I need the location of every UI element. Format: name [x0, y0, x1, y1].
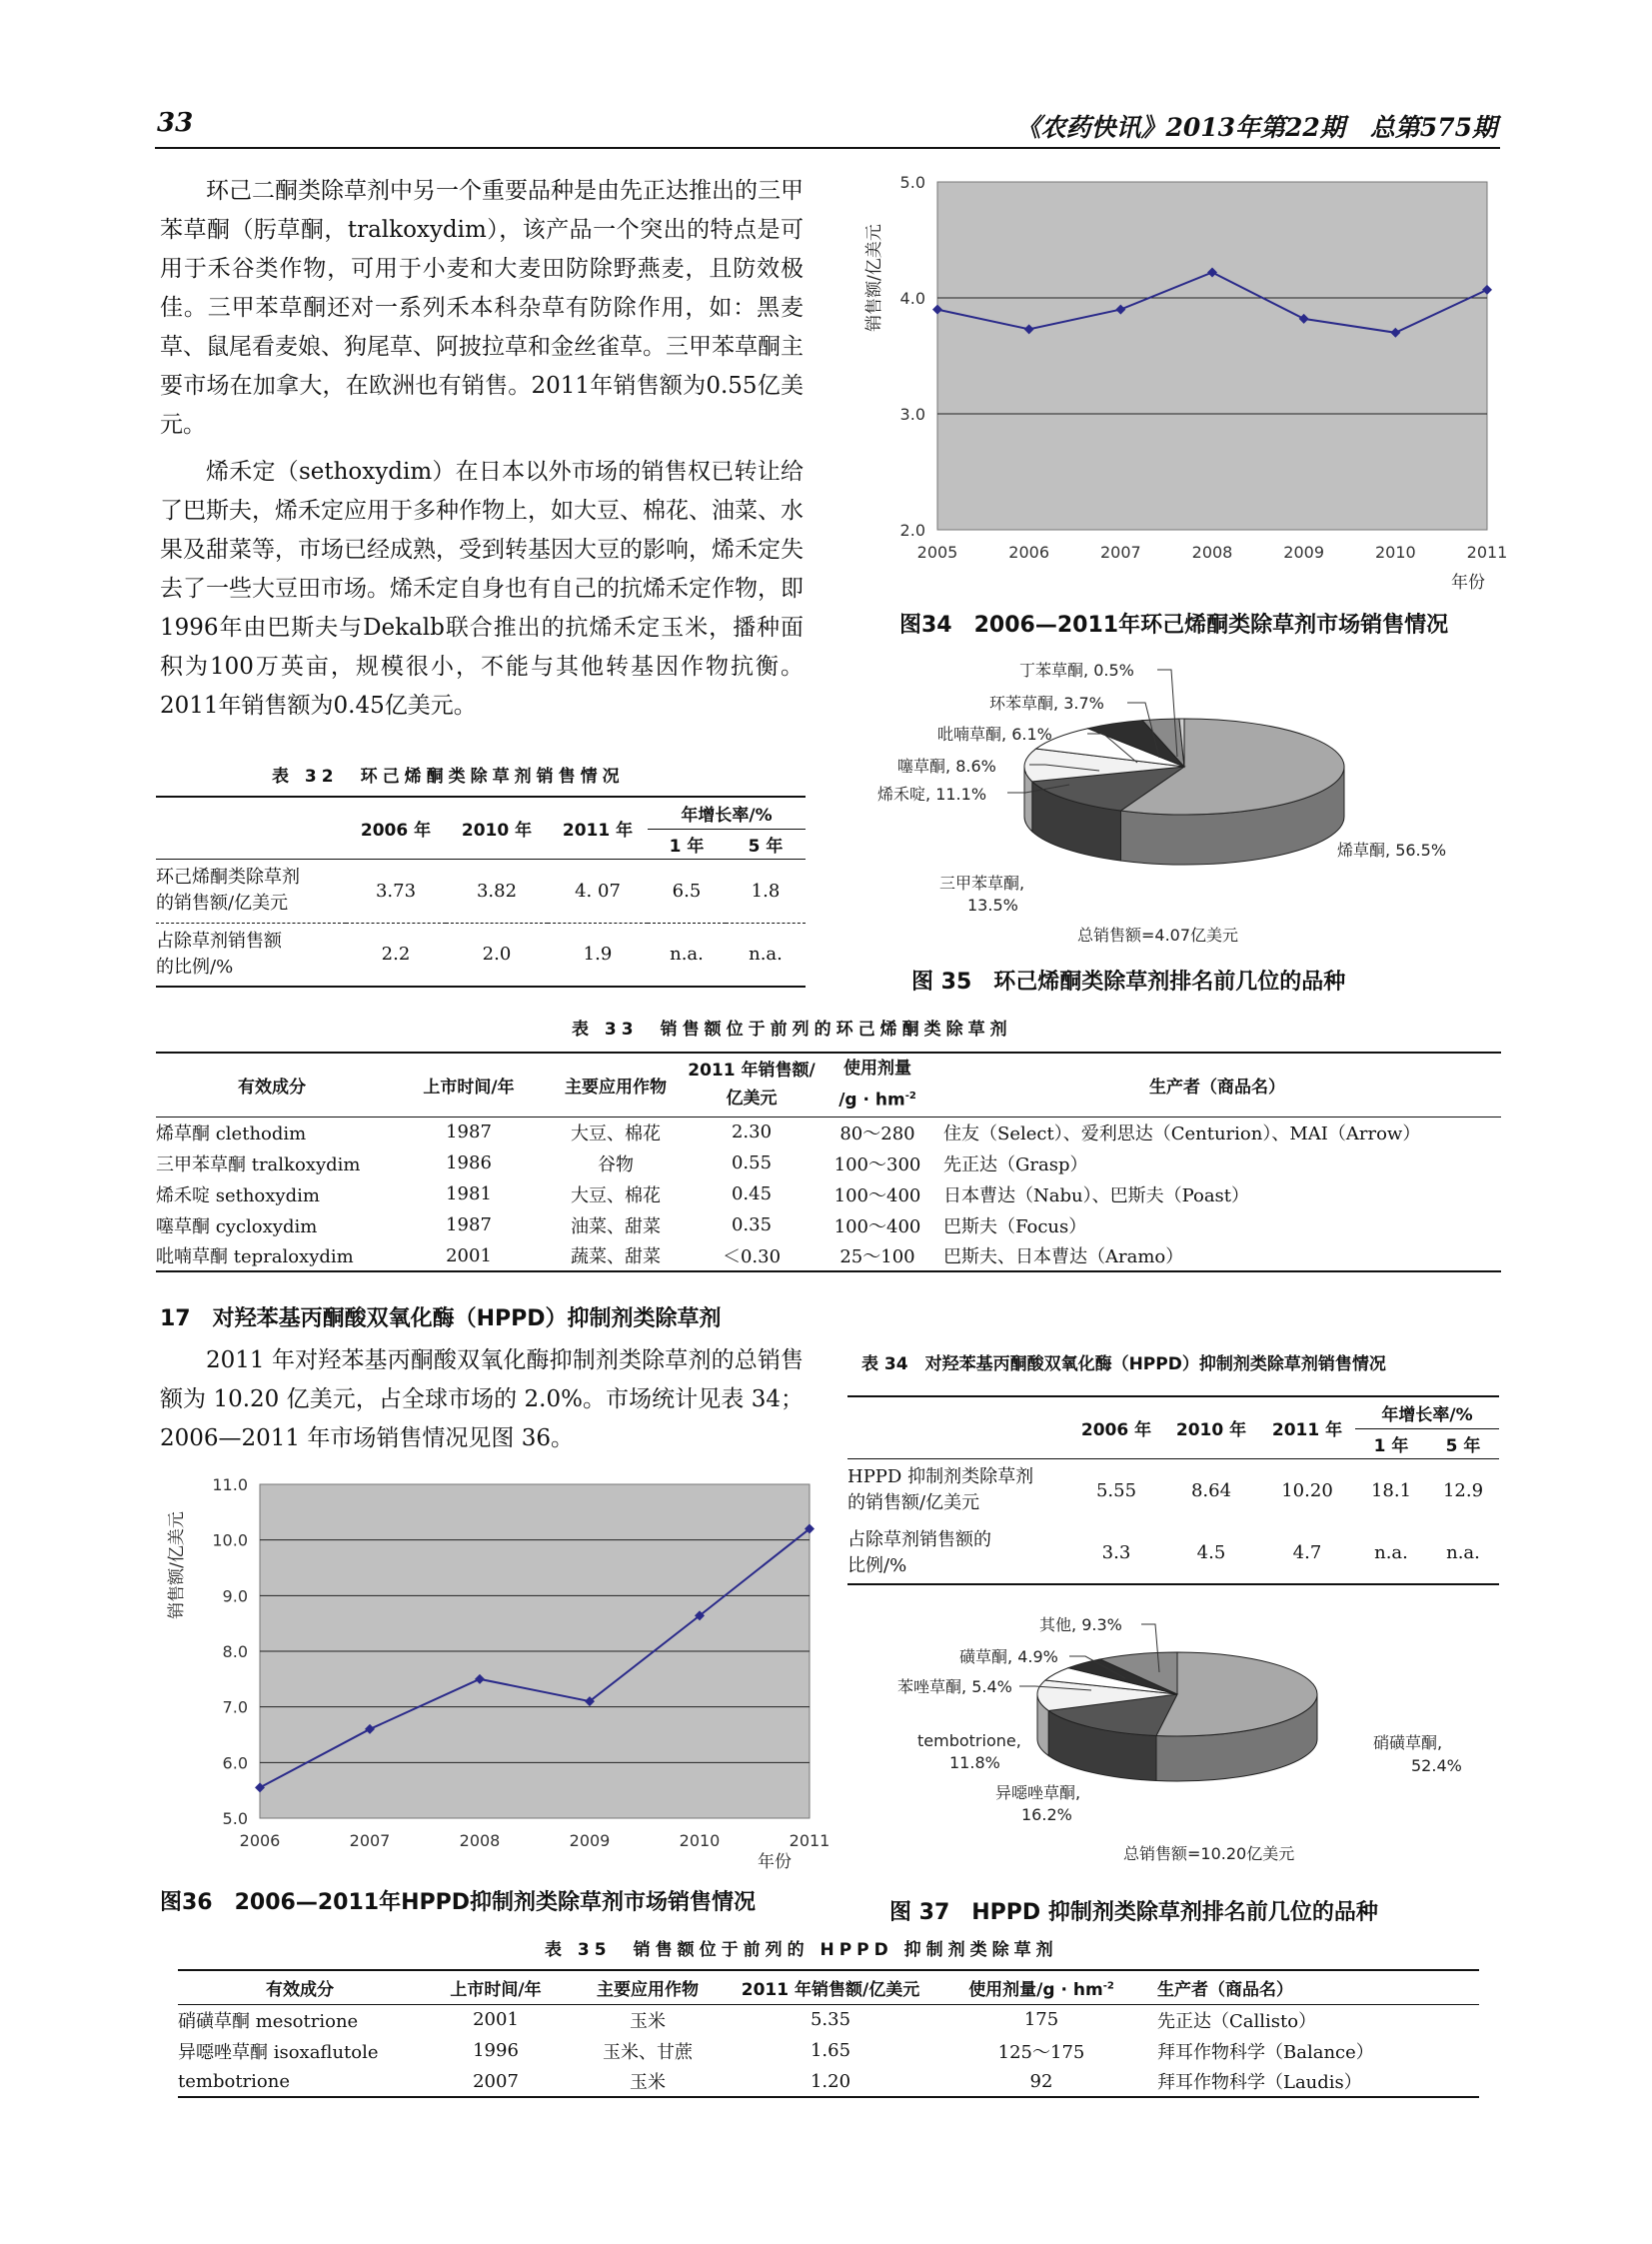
table-cell: 100～400 [833, 1215, 921, 1237]
table-cell: 0.45 [731, 1183, 773, 1204]
x-tick-label: 2011 [1466, 543, 1508, 562]
fig34-chart [859, 170, 1559, 610]
table34 [847, 1395, 1499, 1585]
table32-header-2010: 2010 年 [446, 797, 548, 859]
fig35-label-tralkoxydim-name: 三甲苯草酮, [939, 874, 1025, 893]
table-row [156, 1209, 1501, 1240]
fig35-label-tralkoxydim-pct: 13.5% [967, 896, 1018, 915]
y-tick-label: 10.0 [212, 1530, 248, 1550]
table-cell: 1986 [446, 1152, 492, 1173]
table-cell: 1996 [473, 2040, 519, 2061]
x-tick-label: 2011 [789, 1831, 829, 1850]
y-tick-label: 6.0 [222, 1753, 248, 1773]
table35-caption: 表 35 销售额位于前列的 HPPD 抑制剂类除草剂 [545, 1940, 1058, 1960]
table-row [156, 859, 806, 923]
table-row [156, 1147, 1501, 1178]
cell-growth-1y: n.a. [1374, 1542, 1408, 1563]
journal-title: 《农药快讯》2013年第22期 总第575期 [1015, 113, 1497, 142]
table-cell: 1.20 [810, 2070, 851, 2092]
row-label-line2: 比例/% [847, 1554, 907, 1576]
paragraph-tralkoxydim: 环己二酮类除草剂中另一个重要品种是由先正达推出的三甲苯草酮（肟草酮，tralkoxydim），该产品一个突出的特点是可用于禾谷类作物，可用于小麦和大麦田防除野燕麦，且防效极佳。三甲苯草酮还对一系列禾本科杂草有防除作用，如：黑麦草、鼠尾看麦娘、狗尾草、阿披拉草和金丝雀草。三甲苯草酮主要市场在加拿大，在欧洲也有销售。2011年销售额为0.55亿美元。 [160, 178, 804, 438]
fig37-total: 总销售额=10.20亿美元 [1123, 1844, 1295, 1863]
table-cell: 2.30 [731, 1122, 773, 1143]
row-label-line1: 占除草剂销售额的 [847, 1528, 991, 1550]
table-cell: 巴斯夫（Focus） [943, 1215, 1087, 1237]
table-cell: 玉米 [630, 2072, 666, 2093]
table-cell: 1981 [446, 1183, 492, 1204]
table-cell: 先正达（Grasp） [943, 1153, 1088, 1175]
table-cell: 100～300 [833, 1153, 921, 1175]
table33-caption: 表 33 销售额位于前列的环己烯酮类除草剂 [572, 1020, 1012, 1040]
fig37-label-mesotrione-name: 硝磺草酮, [1373, 1733, 1443, 1752]
fig37-label-tembotrione-pct: 11.8% [949, 1753, 1000, 1772]
header-line1: 2011 年销售额/ [688, 1061, 816, 1082]
table-row [178, 2035, 1479, 2066]
table-cell: 175 [1023, 2009, 1059, 2031]
cell-growth-5y: n.a. [1446, 1542, 1480, 1563]
table-cell: 噻草酮 cycloxydim [156, 1215, 318, 1237]
table32-header-2006: 2006 年 [346, 797, 446, 859]
row-label-line1: 占除草剂销售额 [156, 930, 282, 952]
fig37-label-tembotrione-name: tembotrione, [917, 1731, 1021, 1750]
table33-header-crops: 主要应用作物 [565, 1077, 667, 1098]
table-cell: 25～100 [839, 1246, 915, 1267]
cell-2006: 3.73 [375, 880, 417, 902]
cell-2011: 10.20 [1281, 1479, 1333, 1501]
fig34-caption: 图34 2006—2011年环己烯酮类除草剂市场销售情况 [899, 613, 1449, 638]
cell-2010: 4.5 [1196, 1542, 1226, 1563]
cell-2010: 3.82 [476, 880, 518, 902]
table35-header-launch: 上市时间/年 [450, 1979, 542, 2000]
x-tick-label: 2008 [1191, 543, 1233, 562]
table35-header-crops: 主要应用作物 [597, 1979, 699, 2000]
y-tick-label: 5.0 [222, 1809, 248, 1828]
table35-header-ingredient: 有效成分 [266, 1979, 334, 2000]
table34-blank-header [847, 1396, 1069, 1458]
table-cell: 日本曹达（Nabu）、巴斯夫（Poast） [943, 1184, 1250, 1206]
table-cell: 拜耳作物科学（Laudis） [1157, 2072, 1362, 2093]
table35-header-sales: 2011 年销售额/亿美元 [741, 1979, 920, 2000]
table-cell: 拜耳作物科学（Balance） [1157, 2041, 1374, 2063]
fig37-caption: 图 37 HPPD 抑制剂类除草剂排名前几位的品种 [889, 1900, 1378, 1925]
table-cell: 0.55 [731, 1152, 773, 1173]
fig37-label-topramezone: 苯唑草酮, 5.4% [897, 1677, 1012, 1696]
table34-header-2011: 2011 年 [1259, 1396, 1355, 1458]
x-tick-label: 2009 [569, 1831, 611, 1850]
fig34-ylabel: 销售额/亿美元 [864, 224, 884, 332]
table-cell: 烯禾啶 sethoxydim [156, 1184, 320, 1206]
y-tick-label: 5.0 [899, 173, 925, 192]
table-row [156, 1240, 1501, 1271]
y-tick-label: 9.0 [222, 1586, 248, 1606]
fig35-label-cycloxydim: 噻草酮, 8.6% [897, 757, 996, 776]
table-cell: 硝磺草酮 mesotrione [178, 2010, 359, 2032]
table34-header-2010: 2010 年 [1163, 1396, 1259, 1458]
table33-header-launch: 上市时间/年 [423, 1077, 515, 1098]
table-row [156, 923, 806, 987]
x-tick-label: 2010 [1374, 543, 1416, 562]
header-rule [155, 147, 1500, 149]
table33 [156, 1052, 1501, 1272]
table-row [847, 1522, 1499, 1584]
cell-growth-1y: n.a. [670, 944, 704, 966]
table-cell: 吡喃草酮 tepraloxydim [156, 1246, 354, 1267]
row-label [847, 1458, 1069, 1522]
fig34-plot-area [937, 182, 1487, 530]
left-column-text [160, 172, 804, 726]
fig35-total: 总销售额=4.07亿美元 [1077, 926, 1239, 945]
table-cell: 5.35 [810, 2009, 851, 2031]
fig37-label-others: 其他, 9.3% [1039, 1615, 1122, 1634]
row-label-line2: 的比例/% [156, 956, 234, 978]
table-cell: 住友（Select）、爱利思达（Centurion）、MAI（Arrow） [943, 1122, 1421, 1144]
table32-header-2011: 2011 年 [548, 797, 648, 859]
header-line1: 使用剂量 [843, 1059, 911, 1080]
x-tick-label: 2006 [1008, 543, 1050, 562]
cell-2010: 2.0 [482, 944, 512, 966]
header-line2: /g · hm [838, 1091, 905, 1112]
x-tick-label: 2008 [459, 1831, 501, 1850]
table-cell: 2001 [473, 2009, 519, 2031]
fig36-caption: 图36 2006—2011年HPPD抑制剂类除草剂市场销售情况 [160, 1890, 756, 1915]
cell-2011: 4.7 [1292, 1542, 1322, 1563]
x-tick-label: 2005 [916, 543, 958, 562]
row-label-line2: 的销售额/亿美元 [156, 893, 289, 914]
y-tick-label: 11.0 [212, 1475, 248, 1494]
table35-header-dose: 使用剂量$/g \cdot hm^{-2}$ [968, 1979, 1114, 2000]
fig35-label-sethoxydim: 烯禾啶, 11.1% [877, 785, 987, 804]
y-tick-label: 4.0 [899, 289, 925, 308]
table-cell: 1.65 [810, 2040, 851, 2061]
cell-growth-5y: 12.9 [1442, 1479, 1484, 1501]
paragraph-sethoxydim: 烯禾定（sethoxydim）在日本以外市场的销售权已转让给了巴斯夫，烯禾定应用于多种作物上，如大豆、棉花、油菜、水果及甜菜等，市场已经成熟，受到转基因大豆的影响，烯禾定失去了一些大豆田市场。烯禾定自身也有自己的抗烯禾定作物，即1996年由巴斯夫与Dekalb联合推出的抗烯禾定玉米，播种面积为100万英亩，规模很小，不能与其他转基因作物抗衡。2011年销售额为0.45亿美元。 [160, 459, 804, 719]
table-row [847, 1458, 1499, 1522]
table34-header-2006: 2006 年 [1069, 1396, 1163, 1458]
x-tick-label: 2007 [349, 1831, 391, 1850]
table35 [178, 1969, 1479, 2098]
table34-header-growth: 年增长率/% [1355, 1396, 1499, 1428]
table-cell: 先正达（Callisto） [1157, 2010, 1317, 2032]
table-cell: tembotrione [178, 2070, 290, 2092]
table32-header-5y: 5 年 [748, 836, 784, 857]
section17-paragraph: 2011 年对羟苯基丙酮酸双氧化酶抑制剂类除草剂的总销售额为 10.20 亿美元，占全球市场的 2.0%。市场统计见表 34；2006—2011 年市场销售情况见图 36。 [160, 1347, 804, 1451]
table-cell: 大豆、棉花 [571, 1184, 661, 1206]
table33-header-sales [682, 1053, 822, 1117]
table-cell: 谷物 [598, 1153, 634, 1175]
fig36-chart [160, 1459, 829, 1879]
fig35-label-clethodim: 烯草酮, 56.5% [1337, 841, 1447, 860]
table33-header-ingredient: 有效成分 [238, 1077, 306, 1098]
cell-2010: 8.64 [1190, 1479, 1232, 1501]
section17-heading: 17 对羟苯基丙酮酸双氧化酶（HPPD）抑制剂类除草剂 [160, 1306, 722, 1331]
table-cell: 2007 [473, 2070, 519, 2092]
table-cell: 0.35 [731, 1214, 773, 1235]
fig37-label-isoxaflutole-pct: 16.2% [1021, 1805, 1072, 1824]
fig36-ylabel: 销售额/亿美元 [167, 1511, 187, 1619]
fig37-pie [859, 1604, 1539, 1874]
fig37-label-isoxaflutole-name: 异噁唑草酮, [995, 1783, 1081, 1802]
table-row [178, 2004, 1479, 2035]
table-cell: 玉米、甘蔗 [603, 2041, 693, 2063]
table-cell: 1987 [446, 1122, 492, 1143]
table-cell: 异噁唑草酮 isoxaflutole [178, 2041, 379, 2063]
cell-2011: 4. 07 [575, 880, 621, 902]
x-tick-label: 2009 [1283, 543, 1325, 562]
table32-header-1y: 1 年 [669, 836, 705, 857]
fig37-label-mesotrione-pct: 52.4% [1411, 1756, 1462, 1775]
table34-header-1y: 1 年 [1373, 1435, 1409, 1456]
table33-header-dose: 使用剂量 $/g \cdot hm^{-2}$ [838, 1059, 916, 1112]
fig35-label-butroxydim: 丁苯草酮, 0.5% [1019, 661, 1134, 680]
table-cell: 1987 [446, 1214, 492, 1235]
table-cell: 玉米 [630, 2010, 666, 2032]
cell-growth-5y: 1.8 [751, 880, 781, 902]
table34-header-5y: 5 年 [1445, 1435, 1481, 1456]
table35-header-producer: 生产者（商品名） [1157, 1979, 1293, 2000]
table-cell: 125～175 [997, 2041, 1085, 2063]
cell-growth-5y: n.a. [749, 944, 783, 966]
table32-caption: 表 32 环己烯酮类除草剂销售情况 [272, 767, 625, 787]
cell-2006: 2.2 [381, 944, 411, 966]
table33-header-producer: 生产者（商品名） [1149, 1077, 1285, 1098]
table32-header-growth: 年增长率/% [648, 797, 806, 829]
table-row [156, 1178, 1501, 1209]
y-tick-label: 7.0 [222, 1697, 248, 1717]
fig34-xlabel: 年份 [1451, 573, 1485, 593]
y-tick-label: 8.0 [222, 1642, 248, 1661]
section17-text [160, 1341, 804, 1458]
table-cell: ＜0.30 [722, 1246, 782, 1267]
table-cell: 100～400 [833, 1184, 921, 1206]
cell-growth-1y: 18.1 [1370, 1479, 1412, 1501]
cell-2006: 5.55 [1095, 1479, 1137, 1501]
row-label-line1: HPPD 抑制剂类除草剂 [847, 1466, 1034, 1488]
cell-growth-1y: 6.5 [672, 880, 702, 902]
y-tick-label: 2.0 [899, 521, 925, 540]
fig35-label-profoxydim: 环苯草酮, 3.7% [989, 694, 1104, 713]
table-cell: 2001 [446, 1244, 492, 1266]
header-line2: 亿美元 [726, 1089, 778, 1110]
page-number: 33 [157, 108, 194, 138]
table-cell: 大豆、棉花 [571, 1122, 661, 1144]
x-tick-label: 2010 [679, 1831, 721, 1850]
row-label [156, 859, 346, 923]
x-tick-label: 2006 [239, 1831, 281, 1850]
cell-2006: 3.3 [1101, 1542, 1131, 1563]
y-tick-label: 3.0 [899, 405, 925, 424]
cell-2011: 1.9 [583, 944, 613, 966]
table-cell: 蔬菜、甜菜 [571, 1246, 661, 1267]
table-cell: 80～280 [839, 1122, 915, 1144]
table34-caption: 表 34 对羟苯基丙酮酸双氧化酶（HPPD）抑制剂类除草剂销售情况 [861, 1354, 1386, 1374]
table-row [178, 2066, 1479, 2097]
table32 [156, 796, 806, 988]
row-label [847, 1522, 1069, 1584]
table-cell: 烯草酮 clethodim [156, 1122, 307, 1144]
row-label-line1: 环己烯酮类除草剂 [156, 867, 300, 888]
table-cell: 92 [1029, 2070, 1053, 2092]
table32-blank-header [156, 797, 346, 859]
table-cell: 三甲苯草酮 tralkoxydim [156, 1153, 361, 1175]
fig37-label-sulcotrione: 磺草酮, 4.9% [959, 1647, 1058, 1666]
fig35-label-tepraloxydim: 吡喃草酮, 6.1% [937, 725, 1052, 744]
table-cell: 巴斯夫、日本曹达（Aramo） [943, 1246, 1184, 1267]
fig35-pie [859, 655, 1539, 955]
row-label [156, 923, 346, 987]
table-row [156, 1117, 1501, 1147]
x-tick-label: 2007 [1099, 543, 1141, 562]
fig36-xlabel: 年份 [758, 1852, 792, 1872]
table-cell: 油菜、甜菜 [571, 1215, 661, 1237]
row-label-line2: 的销售额/亿美元 [847, 1492, 980, 1514]
fig35-caption: 图 35 环己烯酮类除草剂排名前几位的品种 [911, 970, 1346, 995]
header-text: 使用剂量/g · hm [968, 1979, 1103, 2000]
